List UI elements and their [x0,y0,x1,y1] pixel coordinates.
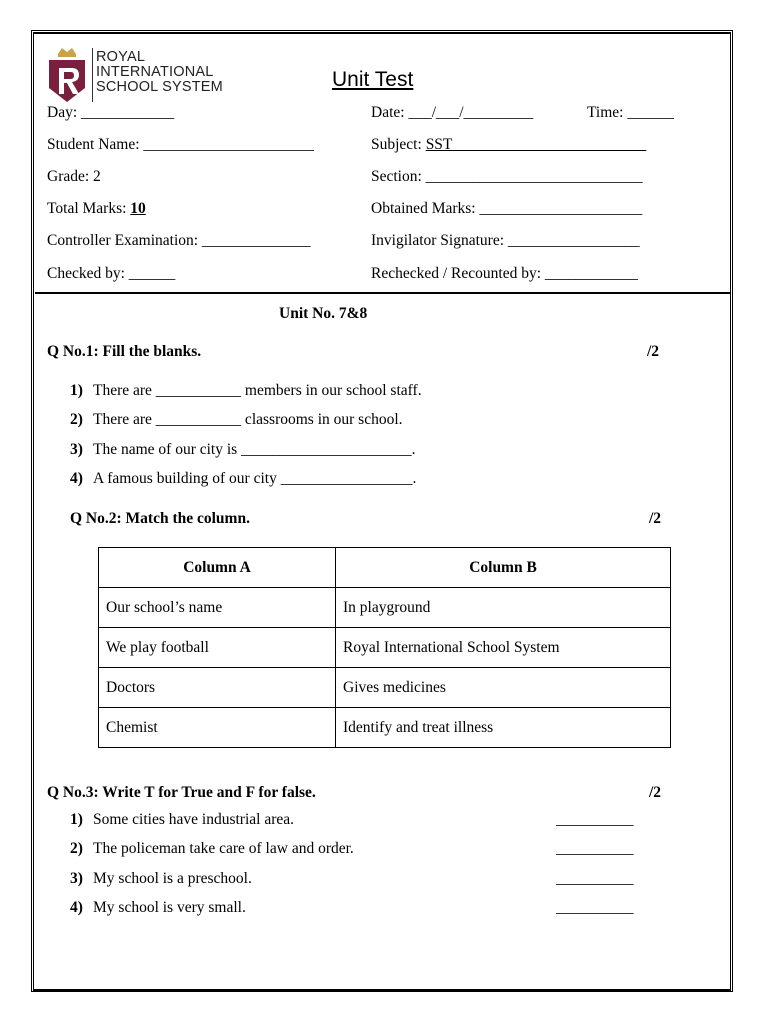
q2-title: Q No.2: Match the column. [70,510,250,527]
school-name-line-2: INTERNATIONAL [96,64,214,80]
obtained-marks-field[interactable]: Obtained Marks: _____________________ [371,200,643,217]
section-field[interactable]: Section: ____________________________ [371,168,643,185]
item-number: 2) [70,411,83,428]
column-b-header: Column B [336,548,671,588]
item-number: 4) [70,899,83,916]
table-cell: We play football [99,628,336,668]
q1-title: Q No.1: Fill the blanks. [47,343,202,360]
checked-by-field[interactable]: Checked by: ______ [47,265,176,282]
item-text: A famous building of our city _________________. [93,470,417,487]
item-text: The name of our city is ______________________. [93,441,416,458]
item-number: 1) [70,811,83,828]
date-field[interactable]: Date: ___/___/_________ [371,104,534,121]
total-marks-value: 10 [130,200,146,217]
header-divider [35,292,731,294]
table-cell: Royal International School System [336,628,671,668]
item-text: Some cities have industrial area. [93,811,295,828]
answer-blank[interactable]: __________ [556,870,634,887]
q2-marks: /2 [649,510,662,527]
item-text: There are ___________ classrooms in our school. [93,411,403,428]
item-text: The policeman take care of law and order. [93,840,354,857]
answer-blank[interactable]: __________ [556,899,634,916]
grade-field: Grade: 2 [47,168,101,185]
answer-blank[interactable]: __________ [556,811,634,828]
item-number: 2) [70,840,83,857]
student-name-field[interactable]: Student Name: ______________________ [47,136,314,153]
controller-examination-field[interactable]: Controller Examination: ______________ [47,232,311,249]
invigilator-signature-field[interactable]: Invigilator Signature: _________________ [371,232,640,249]
q3-item [70,840,354,858]
time-field[interactable]: Time: ______ [587,104,674,121]
q3-item [70,870,252,888]
answer-blank[interactable]: __________ [556,840,634,857]
item-number: 1) [70,382,83,399]
table-row [99,668,671,708]
total-marks-label: Total Marks: [47,200,131,217]
item-number: 3) [70,441,83,458]
q1-item[interactable] [70,441,415,459]
table-row [99,588,671,628]
column-a-header: Column A [99,548,336,588]
rechecked-by-field[interactable]: Rechecked / Recounted by: ____________ [371,265,638,282]
school-name [96,50,223,95]
school-name-line-1: ROYAL [96,49,146,65]
subject-label: Subject: [371,136,426,153]
q3-marks: /2 [649,784,662,801]
table-cell: Gives medicines [336,668,671,708]
table-cell: Identify and treat illness [336,708,671,748]
q3-item [70,811,294,829]
table-cell: Our school’s name [99,588,336,628]
subject-field[interactable] [371,136,646,154]
q3-title: Q No.3: Write T for True and F for false. [47,784,316,801]
item-text: My school is a preschool. [93,870,252,887]
table-cell: Chemist [99,708,336,748]
table-row [99,628,671,668]
unit-heading: Unit No. 7&8 [279,305,368,322]
q1-item[interactable] [70,470,416,488]
q3-item [70,899,246,917]
item-number: 3) [70,870,83,887]
total-marks-field [47,200,146,218]
school-name-line-3: SCHOOL SYSTEM [96,79,223,95]
school-logo-icon [46,46,88,104]
q1-item[interactable] [70,382,422,400]
page-title: Unit Test [332,68,414,91]
table-header-row [99,548,671,588]
item-text: My school is very small. [93,899,246,916]
day-field[interactable]: Day: ____________ [47,104,175,121]
q1-marks: /2 [647,343,660,360]
logo-divider [92,48,93,102]
item-text: There are ___________ members in our school staff. [93,382,422,399]
table-row [99,708,671,748]
subject-value: SST_________________________ [425,136,647,153]
q1-item[interactable] [70,411,403,429]
match-table [98,547,671,748]
item-number: 4) [70,470,83,487]
table-cell: In playground [336,588,671,628]
table-cell: Doctors [99,668,336,708]
